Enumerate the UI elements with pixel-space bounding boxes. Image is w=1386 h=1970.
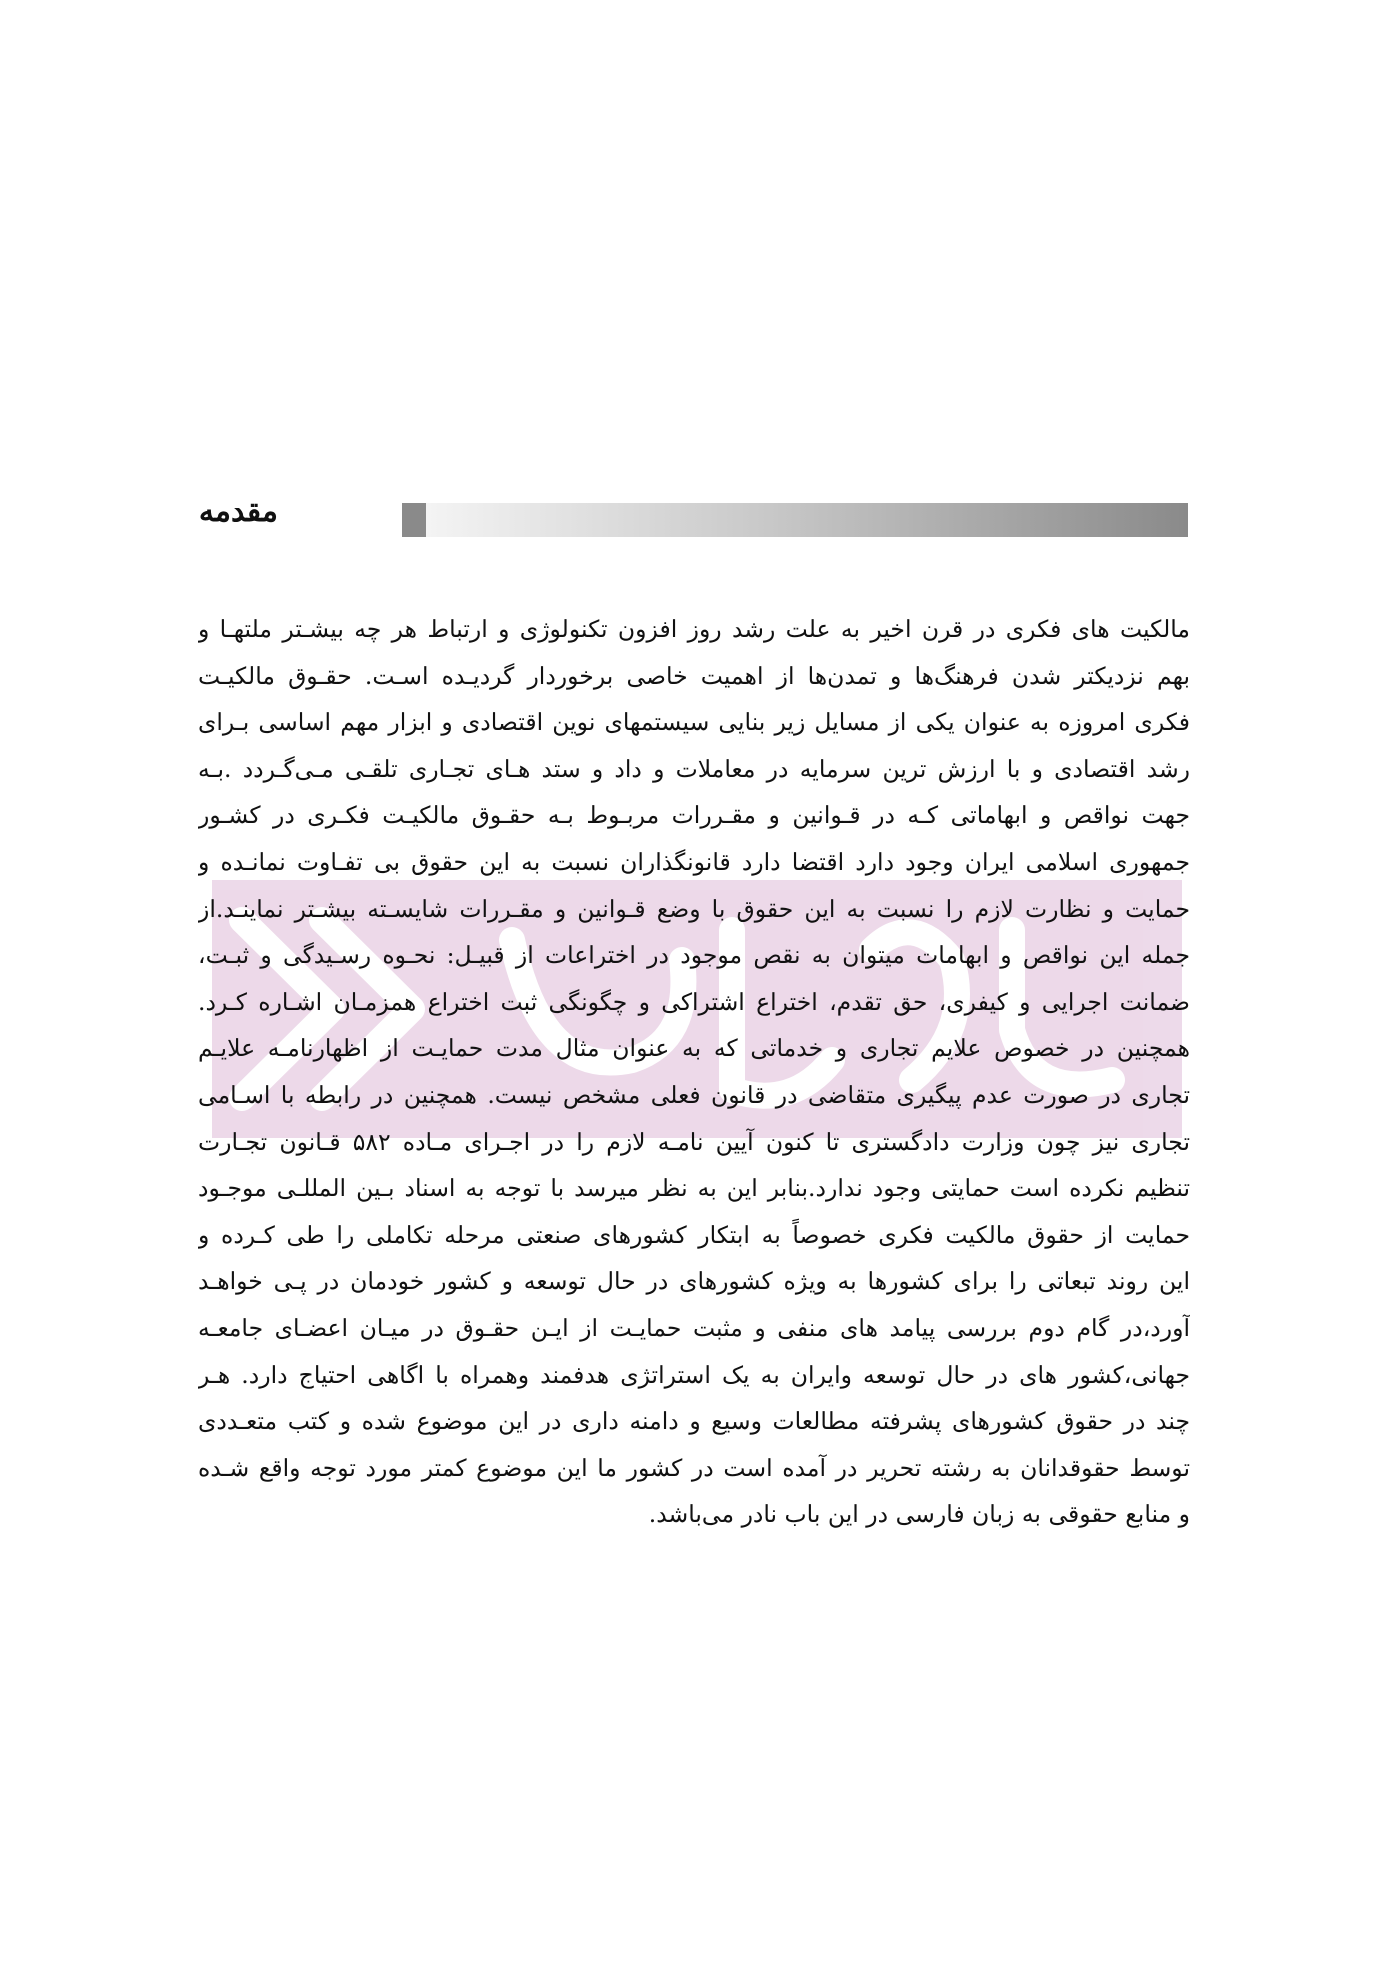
paragraph-line: ضمانت اجرایی و کیفری، حق تقدم، اختراع اشتراکی و چگونگی ثبت اختراع همزمـان اشـاره کـرد.: [198, 987, 1190, 1016]
paragraph-line: فکری امروزه به عنوان یکی از مسایل زیر بنایی سیستمهای نوین اقتصادی و ابزار مهم اساسی بـرای: [198, 708, 1190, 737]
paragraph-line: تنظیم نکرده است حمایتی وجود ندارد.بنابر این به نظر میرسد با توجه به اسناد بـین المللـی موجـود: [198, 1174, 1190, 1203]
paragraph-line: جهت نواقص و ابهاماتی کـه در قـوانین و مقـررات مربـوط بـه حقـوق مالکیـت فکـری در کشـور: [198, 801, 1190, 830]
paragraph-line: همچنین در خصوص علایم تجاری و خدماتی که به عنوان مثال مدت حمایـت از اظهارنامـه علایـم: [198, 1034, 1190, 1063]
paragraph-line: این روند تبعاتی را برای کشورها به ویژه کشورهای در حال توسعه و کشور خودمان در پـی خواهـد: [198, 1267, 1190, 1296]
paragraph-line: حمایت و نظارت لازم را نسبت به این حقوق با وضع قـوانین و مقـررات شایسـته بیشـتر نماینـد.از: [198, 894, 1190, 923]
paragraph-line: بهم نزدیکتر شدن فرهنگ‌ها و تمدن‌ها از اهمیت خاصی برخوردار گردیـده اسـت. حقـوق مالکیـت: [198, 661, 1190, 690]
paragraph-line: جمله این نواقص و ابهامات میتوان به نقص موجود در اختراعات از قبیـل: نحـوه رسـیدگی و ثبـت،: [198, 941, 1190, 970]
header-bar-gradient: [426, 503, 1188, 537]
section-title: مقدمه: [198, 494, 278, 529]
paragraph-line: مالکیت های فکری در قرن اخیر به علت رشد روز افزون تکنولوژی و ارتباط هر چه بیشـتر ملتهـا و: [198, 615, 1190, 643]
paragraph-line: جمهوری اسلامی ایران وجود دارد اقتضا دارد قانونگذاران نسبت به این حقوق بی تفـاوت نمانـده و: [198, 847, 1190, 876]
paragraph-line: و منابع حقوقی به زبان فارسی در این باب نادر می‌باشد.: [648, 1500, 1190, 1529]
paragraph-line: تجاری نیز چون وزارت دادگستری تا کنون آیین نامـه لازم را در اجـرای مـاده ۵۸۲ قـانون تجـارت: [198, 1127, 1190, 1156]
paragraph-line: توسط حقوقدانان به رشته تحریر در آمده است در کشور ما این موضوع کمتر مورد توجه واقع شـده: [198, 1453, 1190, 1482]
paragraph-line: تجاری در صورت عدم پیگیری متقاضی در قانون فعلی مشخص نیست. همچنین در رابطه با اسـامی: [198, 1080, 1190, 1109]
paragraph-line: حمایت از حقوق مالکیت فکری خصوصاً به ابتکار کشورهای صنعتی مرحله تکاملی را طی کـرده و: [198, 1220, 1190, 1249]
paragraph-line: جهانی،کشور های در حال توسعه وایران به یک استراتژی هدفمند وهمراه با اگاهی احتیاج دارد. هـر: [198, 1360, 1190, 1389]
header-bar-end-block: [402, 503, 426, 537]
intro-paragraph: [198, 606, 1190, 1538]
paragraph-line: چند در حقوق کشورهای پشرفته مطالعات وسیع و دامنه داری در این موضوع شده و کتب متعـددی: [198, 1407, 1190, 1436]
paragraph-line: آورد،در گام دوم بررسی پیامد های منفی و مثبت حمایـت از ایـن حقـوق در میـان اعضـای جامعـه: [198, 1313, 1190, 1342]
paragraph-line: رشد اقتصادی و با ارزش ترین سرمایه در معاملات و داد و ستد هـای تجـاری تلقـی مـی‌گـردد .بـه: [198, 754, 1190, 783]
section-header-bar: [402, 503, 1188, 537]
